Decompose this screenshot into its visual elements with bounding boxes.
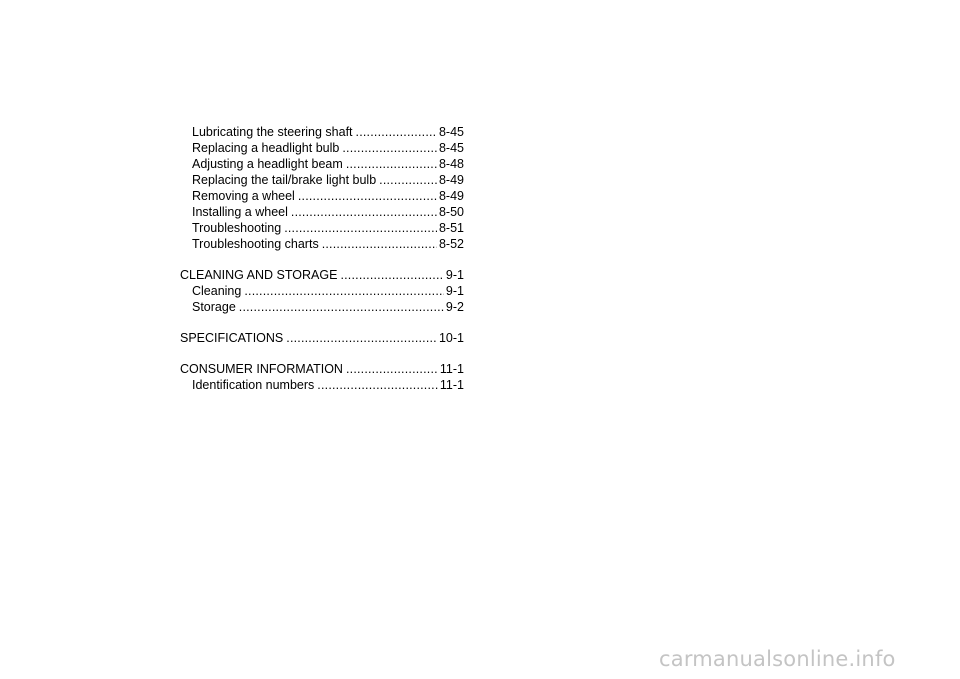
dot-leader <box>340 267 443 283</box>
dot-leader <box>379 172 437 188</box>
toc-entry-page: 11-1 <box>439 362 464 376</box>
toc-entry-page: 8-49 <box>438 189 464 203</box>
toc-entry-title: Lubricating the steering shaft <box>192 125 353 139</box>
toc-entry[interactable] <box>180 204 464 220</box>
toc-entry-title: CLEANING AND STORAGE <box>180 268 338 282</box>
toc-entry-page: 8-49 <box>438 173 464 187</box>
toc-entry-title: SPECIFICATIONS <box>180 331 284 345</box>
table-of-contents <box>180 124 464 408</box>
toc-entry-title: Removing a wheel <box>192 189 295 203</box>
toc-entry-page: 9-1 <box>445 268 464 282</box>
toc-entry-title: Troubleshooting charts <box>192 237 319 251</box>
dot-leader <box>322 236 437 252</box>
toc-entry-page: 8-51 <box>438 221 464 235</box>
toc-entry[interactable] <box>180 124 464 140</box>
toc-entry[interactable] <box>180 172 464 188</box>
dot-leader <box>317 377 438 393</box>
toc-entry-page: 8-50 <box>438 205 464 219</box>
toc-section-specifications <box>180 330 464 346</box>
dot-leader <box>286 330 437 346</box>
toc-entry[interactable] <box>180 283 464 299</box>
dot-leader <box>356 124 437 140</box>
toc-entry[interactable] <box>180 377 464 393</box>
dot-leader <box>342 140 437 156</box>
toc-entry-page: 8-52 <box>438 237 464 251</box>
dot-leader <box>291 204 437 220</box>
toc-chapter-entry[interactable] <box>180 330 464 346</box>
toc-entry-title: Adjusting a headlight beam <box>192 157 343 171</box>
dot-leader <box>239 299 444 315</box>
toc-entry-title: Storage <box>192 300 236 314</box>
dot-leader <box>244 283 444 299</box>
toc-chapter-entry[interactable] <box>180 267 464 283</box>
toc-entry-page: 10-1 <box>438 331 464 345</box>
toc-entry-title: Troubleshooting <box>192 221 282 235</box>
dot-leader <box>346 361 438 377</box>
toc-chapter-entry[interactable] <box>180 361 464 377</box>
toc-entry-page: 11-1 <box>439 378 464 392</box>
toc-entry-title: CONSUMER INFORMATION <box>180 362 343 376</box>
toc-entry-title: Installing a wheel <box>192 205 288 219</box>
dot-leader <box>284 220 437 236</box>
toc-entry[interactable] <box>180 156 464 172</box>
toc-entry[interactable] <box>180 220 464 236</box>
toc-entry-page: 9-1 <box>445 284 464 298</box>
toc-entry-title: Replacing the tail/brake light bulb <box>192 173 377 187</box>
toc-entry[interactable] <box>180 236 464 252</box>
dot-leader <box>298 188 437 204</box>
toc-entry-page: 8-48 <box>438 157 464 171</box>
toc-entry-title: Cleaning <box>192 284 242 298</box>
toc-entry[interactable] <box>180 299 464 315</box>
toc-section-cleaning-and-storage <box>180 267 464 315</box>
toc-entry-page: 8-45 <box>438 125 464 139</box>
toc-section-consumer-information <box>180 361 464 393</box>
toc-entry[interactable] <box>180 140 464 156</box>
toc-entry-title: Replacing a headlight bulb <box>192 141 340 155</box>
dot-leader <box>346 156 437 172</box>
toc-entry[interactable] <box>180 188 464 204</box>
toc-section-maintenance <box>180 124 464 252</box>
toc-entry-title: Identification numbers <box>192 378 315 392</box>
toc-entry-page: 9-2 <box>445 300 464 314</box>
toc-entry-page: 8-45 <box>438 141 464 155</box>
watermark-text: carmanualsonline.info <box>659 647 896 671</box>
